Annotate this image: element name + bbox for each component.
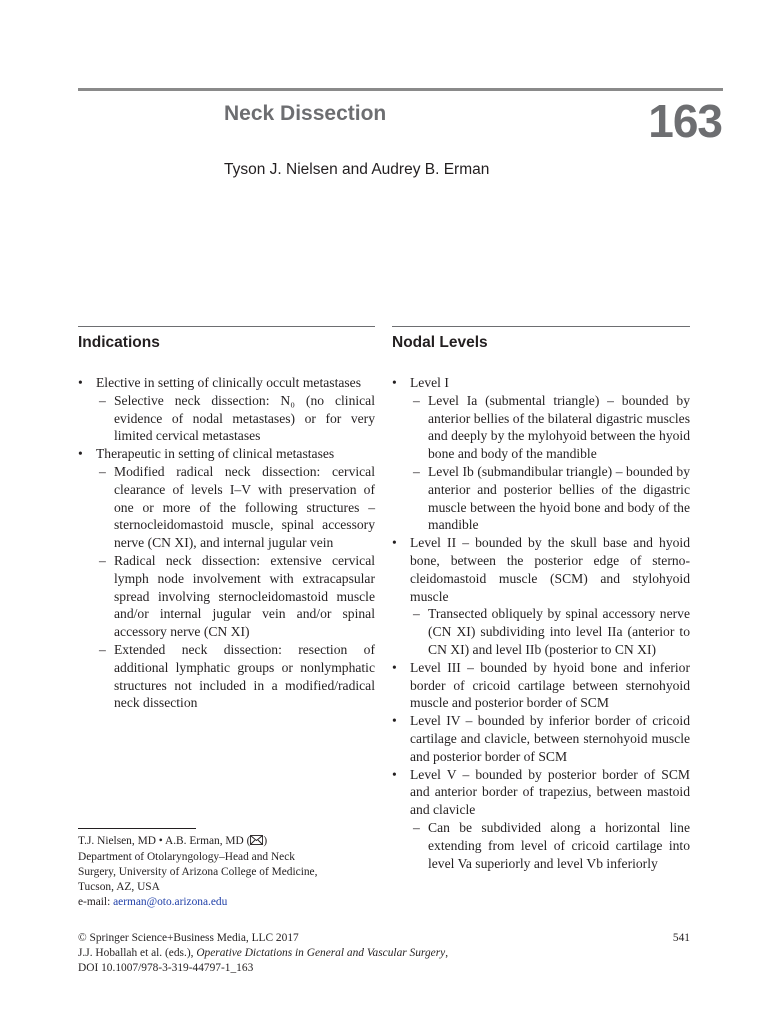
citation-prefix: J.J. Hoballah et al. (eds.), [78,947,197,959]
chapter-authors: Tyson J. Nielsen and Audrey B. Erman [224,161,490,178]
list-item [392,712,690,765]
footnote-email-line [78,895,378,910]
email-link[interactable]: aerman@oto.arizona.edu [113,896,228,908]
sub-list-item: – Extended neck dissection: resection of additional lymphatic groups or nonlymphatic structures not included in a modified/radical neck dissection [96,641,375,712]
nodal-levels-section [392,326,690,872]
page-number: 541 [672,932,690,944]
indications-section [78,326,375,712]
indications-list [78,374,375,712]
list-item [392,534,690,659]
header-rule [78,88,723,91]
email-label: e-mail: [78,896,114,908]
footnote-location: Tucson, AZ, USA [78,881,160,893]
sub-list-item: – Radical neck dissection: extensive cervical lymph node involvement with extracapsular spread involving sternocleidomastoid muscle and/or internal jugular vein and/or spinal accessory nerve (CN XI) [96,552,375,641]
section-heading-indications: Indications [78,334,160,351]
sub-list-item: – Level Ia (submental triangle) – bounded by anterior bellies of the bilateral digastric muscles and deeply by the mylohyoid between the hyoid bone and body of the mandible [410,392,690,463]
section-rule [392,326,690,327]
list-item [78,445,375,712]
sub-list-item: – Selective neck dissection: N₀ (no clinical evidence of nodal metastases) or for very limited cervical metastases [96,392,375,445]
list-item-text: Level III – bounded by hyoid bone and inferior border of cricoid cartilage between sternohyoid muscle and posterior border of SCM [410,659,690,711]
sub-list-item: – Can be subdivided along a horizontal line extending from level of cricoid cartilage into level Va superiorly and level Vb inferiorly [410,819,690,872]
footnote-rule [78,828,196,829]
citation-line [78,946,638,961]
list-item-text: Level I [410,375,449,390]
envelope-icon [250,835,263,850]
list-item [392,374,690,534]
sub-list-item: – Transected obliquely by spinal accessory nerve (CN XI) subdividing into level IIa (anterior to CN XI) and level IIb (posterior to CN XI) [410,605,690,658]
list-item-text: Elective in setting of clinically occult metastases [96,375,361,390]
doi-line: DOI 10.1007/978-3-319-44797-1_163 [78,962,254,974]
sub-list [410,392,690,534]
citation-book-title: Operative Dictations in General and Vascular Surgery [196,947,446,959]
footnote-authors: T.J. Nielsen, MD • A.B. Erman, MD ( [78,835,251,847]
list-item [392,766,690,873]
copyright-line: © Springer Science+Business Media, LLC 2017 [78,932,299,944]
list-item-text: Level V – bounded by posterior border of SCM and anterior border of trapezius, between mastoid and clavicle [410,766,690,818]
list-item-text: Therapeutic in setting of clinical metastases [96,446,335,462]
footnote-authors-line [78,834,378,850]
list-item [392,659,690,712]
chapter-title: Neck Dissection [224,102,387,125]
list-item-text: Level II – bounded by the skull base and hyoid bone, between the posterior edge of sternocleidomastoid muscle (SCM) and stylohyoid muscle [410,535,690,604]
sub-list [410,819,690,872]
author-affiliation-footnote [78,834,378,910]
sub-list-item: – Modified radical neck dissection: cervical clearance of levels I–V with preservation of one or more of the following structures – sternocleidomastoid muscle, spinal accessory nerve (CN XI), and internal jugular vein [96,463,375,552]
sub-list [96,392,375,445]
sub-list [96,463,375,712]
list-item-text: Level IV – bounded by inferior border of cricoid cartilage and clavicle, between sternohyoid muscle and posterior border of SCM [410,713,690,764]
sub-list [410,605,690,658]
citation-suffix: , [445,947,449,959]
nodal-levels-list [392,374,690,872]
chapter-number: 163 [648,95,722,147]
footnote-department: Department of Otolaryngology–Head and Neck [78,851,295,863]
footnote-authors-close: ) [263,835,268,847]
citation-footer [78,931,638,976]
list-item [78,374,375,445]
footnote-university: Surgery, University of Arizona College of Medicine, [78,866,318,878]
section-rule [78,326,375,327]
sub-list-item: – Level Ib (submandibular triangle) – bounded by anterior and posterior bellies of the digastric muscle between the hyoid bone and body of the mandible [410,463,690,534]
section-heading-nodal-levels: Nodal Levels [392,334,488,351]
